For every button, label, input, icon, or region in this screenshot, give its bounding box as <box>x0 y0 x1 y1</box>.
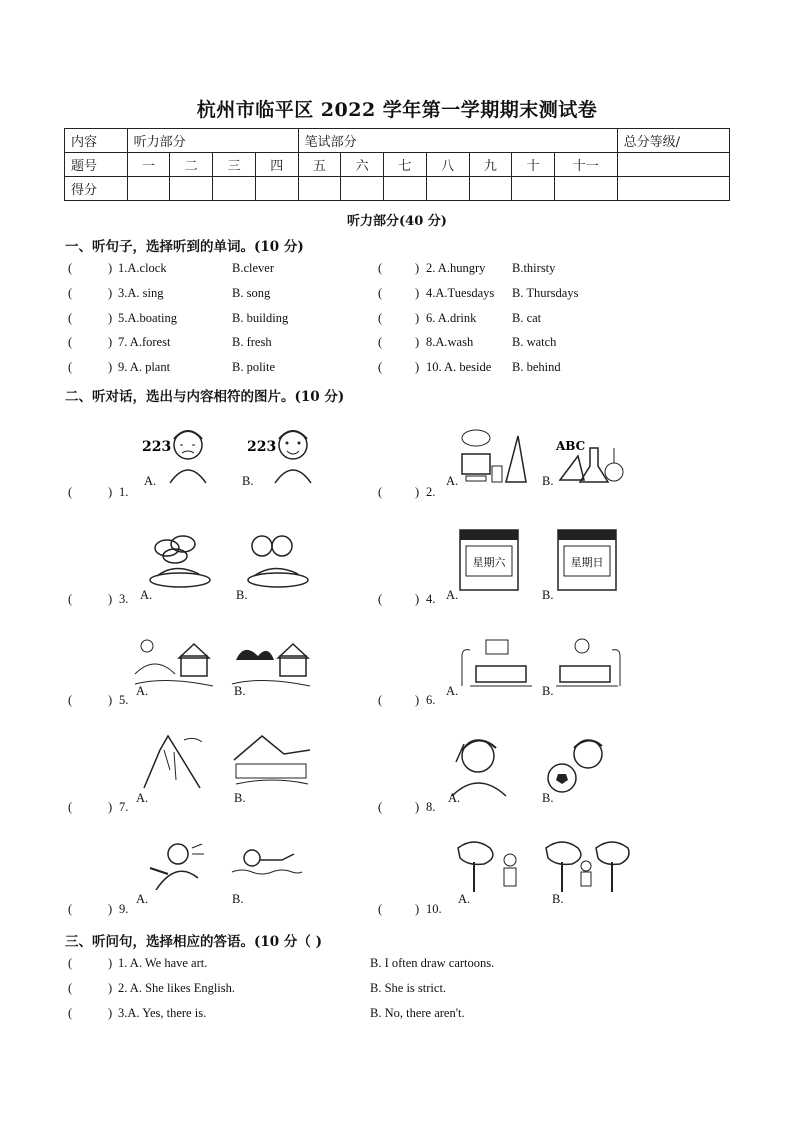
table-cell <box>512 177 555 201</box>
table-cell <box>341 177 384 201</box>
option-b: B. I often draw cartoons. <box>370 956 495 970</box>
option-a: 8.A.wash <box>426 335 474 349</box>
answer-paren: ( <box>378 311 383 325</box>
q4-calendar-b <box>554 524 624 598</box>
answer-paren: ) <box>108 485 113 499</box>
table-row <box>65 177 730 201</box>
option-b: B. No, there aren't. <box>370 1006 465 1020</box>
q4-calendar-a <box>456 524 526 598</box>
option-a: 2. A.hungry <box>426 261 486 275</box>
picture-label-b: B. <box>236 588 248 602</box>
answer-paren: ) <box>415 335 420 349</box>
table-cell: 五 <box>298 153 341 177</box>
q6-picture-a <box>456 636 536 696</box>
q10-picture-b <box>542 836 632 900</box>
picture-label-b: B. <box>542 684 554 698</box>
q7-picture-b <box>232 730 312 794</box>
q9-picture-b <box>232 842 302 886</box>
section3-heading: 三、听问句，选择相应的答语。(10 分（ ) <box>65 934 322 950</box>
question-number: 5. <box>119 693 129 707</box>
answer-paren: ( <box>378 360 383 374</box>
option-a: 1. A. We have art. <box>118 956 208 970</box>
question-number: 10. <box>426 902 442 916</box>
picture-label-a: A. <box>136 684 149 698</box>
option-b: B. polite <box>232 360 276 374</box>
option-b: B. song <box>232 286 271 300</box>
table-cell <box>426 177 469 201</box>
answer-paren: ) <box>415 902 420 916</box>
answer-paren: ) <box>108 800 113 814</box>
picture-label-b: B. <box>542 588 554 602</box>
table-cell: 四 <box>255 153 298 177</box>
option-b: B. cat <box>512 311 542 325</box>
option-a: 1.A.clock <box>118 261 167 275</box>
score-table <box>64 128 730 201</box>
sign-text: 223 <box>142 439 172 455</box>
answer-paren: ( <box>68 335 73 349</box>
picture-label-a: A. <box>446 684 459 698</box>
table-cell <box>469 177 512 201</box>
q8-picture-b <box>544 732 614 802</box>
answer-paren: ) <box>415 693 420 707</box>
option-b: B. watch <box>512 335 557 349</box>
question-number: 1. <box>119 485 129 499</box>
table-cell: 三 <box>213 153 256 177</box>
table-cell <box>384 177 427 201</box>
option-a: 3.A. Yes, there is. <box>118 1006 207 1020</box>
picture-label-b: B. <box>542 791 554 805</box>
answer-paren: ) <box>108 956 113 970</box>
section1-heading: 一、听句子，选择听到的单词。(10 分) <box>65 239 304 255</box>
answer-paren: ( <box>68 592 73 606</box>
answer-paren: ( <box>68 286 73 300</box>
picture-label-b: B. <box>234 684 246 698</box>
table-cell: 二 <box>170 153 213 177</box>
answer-paren: ( <box>68 800 73 814</box>
calendar-label: 星期六 <box>472 556 506 569</box>
picture-label-b: B. <box>234 791 246 805</box>
table-cell <box>298 177 341 201</box>
table-cell: 六 <box>341 153 384 177</box>
page-title: 杭州市临平区 2022 学年第一学期期末测试卷 <box>196 99 598 121</box>
option-a: 6. A.drink <box>426 311 477 325</box>
question-number: 9. <box>119 902 129 916</box>
answer-paren: ( <box>68 311 73 325</box>
option-b: B.clever <box>232 261 274 275</box>
table-cell: 十 <box>512 153 555 177</box>
option-b: B. She is strict. <box>370 981 447 995</box>
table-cell: 得分 <box>65 177 128 201</box>
answer-paren: ( <box>378 286 383 300</box>
table-cell: 九 <box>469 153 512 177</box>
option-a: 7. A.forest <box>118 335 171 349</box>
answer-paren: ( <box>68 261 73 275</box>
question-number: 2. <box>426 485 436 499</box>
option-a: 10. A. beside <box>426 360 492 374</box>
table-cell: 内容 <box>65 129 128 153</box>
question-number: 7. <box>119 800 129 814</box>
option-b: B. fresh <box>232 335 272 349</box>
answer-paren: ) <box>415 261 420 275</box>
calendar-label: 星期日 <box>570 556 604 569</box>
table-cell <box>617 177 729 201</box>
answer-paren: ( <box>378 902 383 916</box>
table-cell <box>170 177 213 201</box>
answer-paren: ( <box>68 902 73 916</box>
answer-paren: ( <box>68 485 73 499</box>
answer-paren: ( <box>378 693 383 707</box>
answer-paren: ) <box>415 592 420 606</box>
q2-picture-a <box>456 428 528 492</box>
table-cell: 题号 <box>65 153 128 177</box>
option-a: 9. A. plant <box>118 360 171 374</box>
picture-label-a: A. <box>140 588 153 602</box>
option-b: B. behind <box>512 360 561 374</box>
picture-label-a: A. <box>136 892 149 906</box>
picture-label-b: B. <box>242 474 254 488</box>
answer-paren: ( <box>68 1006 73 1020</box>
answer-paren: ( <box>68 693 73 707</box>
picture-label-b: B. <box>542 474 554 488</box>
question-number: 6. <box>426 693 436 707</box>
table-cell <box>617 153 729 177</box>
answer-paren: ) <box>108 311 113 325</box>
answer-paren: ) <box>415 286 420 300</box>
q6-picture-b <box>554 636 634 696</box>
answer-paren: ) <box>108 1006 113 1020</box>
q2-picture-b <box>550 428 625 492</box>
answer-paren: ) <box>415 800 420 814</box>
answer-paren: ) <box>415 485 420 499</box>
table-cell: 一 <box>127 153 170 177</box>
table-cell: 笔试部分 <box>298 129 617 153</box>
listening-heading: 听力部分(40 分) <box>347 214 447 229</box>
picture-label-a: A. <box>446 588 459 602</box>
q9-picture-a <box>146 838 206 898</box>
answer-paren: ) <box>108 286 113 300</box>
section2-heading: 二、听对话，选出与内容相符的图片。(10 分) <box>65 389 345 405</box>
picture-label-b: B. <box>552 892 564 906</box>
answer-paren: ( <box>378 335 383 349</box>
option-a: 3.A. sing <box>118 286 164 300</box>
option-a: 5.A.boating <box>118 311 178 325</box>
table-cell: 十一 <box>554 153 617 177</box>
option-b: B.thirsty <box>512 261 556 275</box>
q7-picture-a <box>140 730 210 796</box>
question-number: 3. <box>119 592 129 606</box>
table-cell: 八 <box>426 153 469 177</box>
sign-text: 223 <box>247 439 277 455</box>
picture-label-a: A. <box>446 474 459 488</box>
answer-paren: ( <box>378 261 383 275</box>
table-cell <box>213 177 256 201</box>
picture-label-b: B. <box>232 892 244 906</box>
answer-paren: ) <box>108 981 113 995</box>
q3-picture-b <box>240 530 318 596</box>
answer-paren: ( <box>378 592 383 606</box>
option-a: 2. A. She likes English. <box>118 981 236 995</box>
q1-picture-b <box>245 423 315 489</box>
question-number: 4. <box>426 592 436 606</box>
option-a: 4.A.Tuesdays <box>426 286 495 300</box>
answer-paren: ( <box>378 800 383 814</box>
table-row <box>65 129 730 153</box>
answer-paren: ) <box>108 335 113 349</box>
option-b: B. building <box>232 311 289 325</box>
picture-label-a: A. <box>458 892 471 906</box>
picture-label-a: A. <box>448 791 461 805</box>
answer-paren: ) <box>415 311 420 325</box>
q10-picture-a <box>454 836 530 900</box>
table-cell: 听力部分 <box>127 129 298 153</box>
answer-paren: ) <box>108 693 113 707</box>
table-cell: 七 <box>384 153 427 177</box>
svg-text:ABC: ABC <box>556 439 586 453</box>
option-b: B. Thursdays <box>512 286 579 300</box>
answer-paren: ) <box>108 902 113 916</box>
answer-paren: ( <box>378 485 383 499</box>
answer-paren: ( <box>68 360 73 374</box>
table-cell: 总分等级/ <box>617 129 729 153</box>
answer-paren: ) <box>108 261 113 275</box>
picture-label-a: A. <box>136 791 149 805</box>
question-number: 8. <box>426 800 436 814</box>
table-cell <box>127 177 170 201</box>
answer-paren: ( <box>68 956 73 970</box>
table-row <box>65 153 730 177</box>
table-cell <box>255 177 298 201</box>
answer-paren: ) <box>108 592 113 606</box>
answer-paren: ) <box>415 360 420 374</box>
q3-picture-a <box>145 530 215 596</box>
answer-paren: ( <box>68 981 73 995</box>
answer-paren: ) <box>108 360 113 374</box>
table-cell <box>554 177 617 201</box>
picture-label-a: A. <box>144 474 157 488</box>
